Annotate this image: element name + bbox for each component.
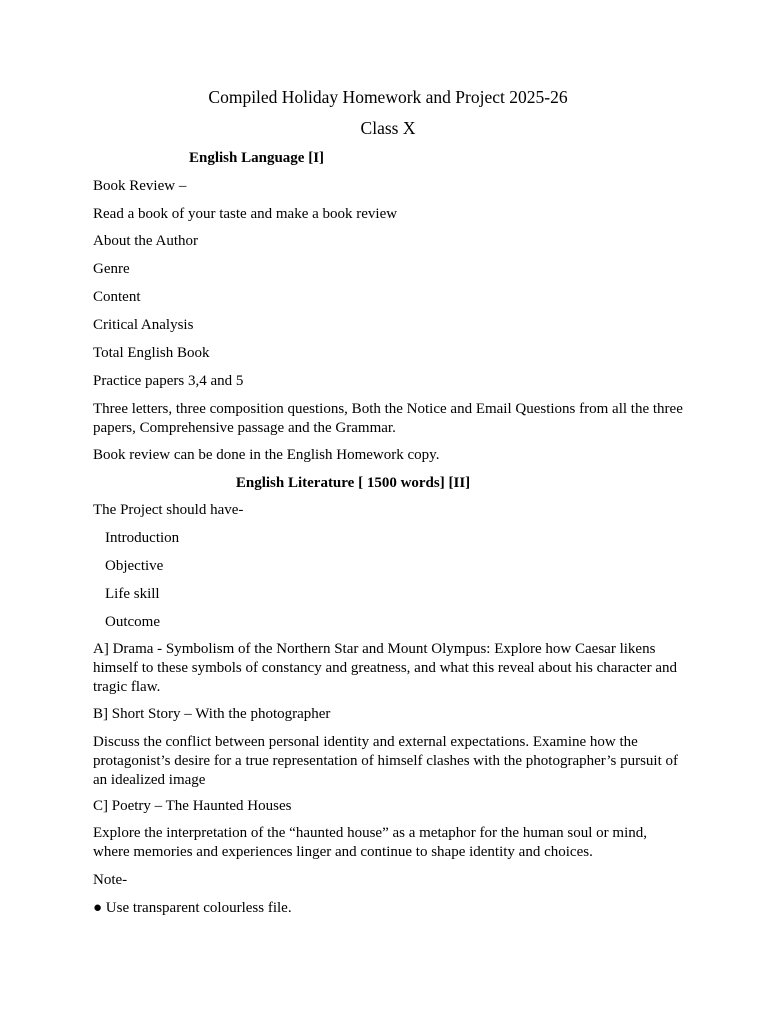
project-component-objective: Objective [105, 558, 164, 574]
critical-analysis-item: Critical Analysis [93, 317, 194, 333]
genre-item: Genre [93, 261, 130, 277]
practice-papers: Practice papers 3,4 and 5 [93, 373, 244, 389]
project-component-life-skill: Life skill [105, 586, 160, 602]
english-literature-heading: English Literature [ 1500 words] [II] [235, 475, 471, 491]
drama-topic: A] Drama - Symbolism of the Northern Star and Mount Olympus: Explore how Caesar likens himself to these symbols of constancy and greatness, and what this reveal about his character and tragic flaw. [93, 641, 677, 695]
note-item: ● Use transparent colourless file. [93, 900, 292, 916]
project-component-outcome: Outcome [105, 614, 160, 630]
class-label: Class X [360, 118, 416, 138]
document-title: Compiled Holiday Homework and Project 2025-26 [208, 87, 568, 107]
about-author-item: About the Author [93, 233, 198, 249]
total-english-book: Total English Book [93, 345, 210, 361]
book-review-instruction: Read a book of your taste and make a book review [93, 206, 398, 222]
poetry-title: C] Poetry – The Haunted Houses [93, 798, 292, 814]
book-review-copy-note: Book review can be done in the English Homework copy. [93, 447, 440, 463]
project-component-introduction: Introduction [105, 530, 180, 546]
short-story-text: Discuss the conflict between personal identity and external expectations. Examine how the protagonist’s desire for a true representation of himself clashes with the photographer’s pursuit of an idealized image [93, 734, 678, 788]
note-label: Note- [93, 872, 128, 888]
practice-papers-details: Three letters, three composition questions, Both the Notice and Email Questions from all the three papers, Comprehensive passage and the Grammar. [93, 401, 683, 436]
content-item: Content [93, 289, 141, 305]
book-review-label: Book Review – [93, 178, 187, 194]
poetry-text: Explore the interpretation of the “haunted house” as a metaphor for the human soul or mind, where memories and experiences linger and continue to shape identity and choices. [93, 825, 647, 860]
project-intro: The Project should have- [93, 502, 244, 518]
short-story-title: B] Short Story – With the photographer [93, 706, 331, 722]
english-language-heading: English Language [I] [189, 150, 325, 166]
